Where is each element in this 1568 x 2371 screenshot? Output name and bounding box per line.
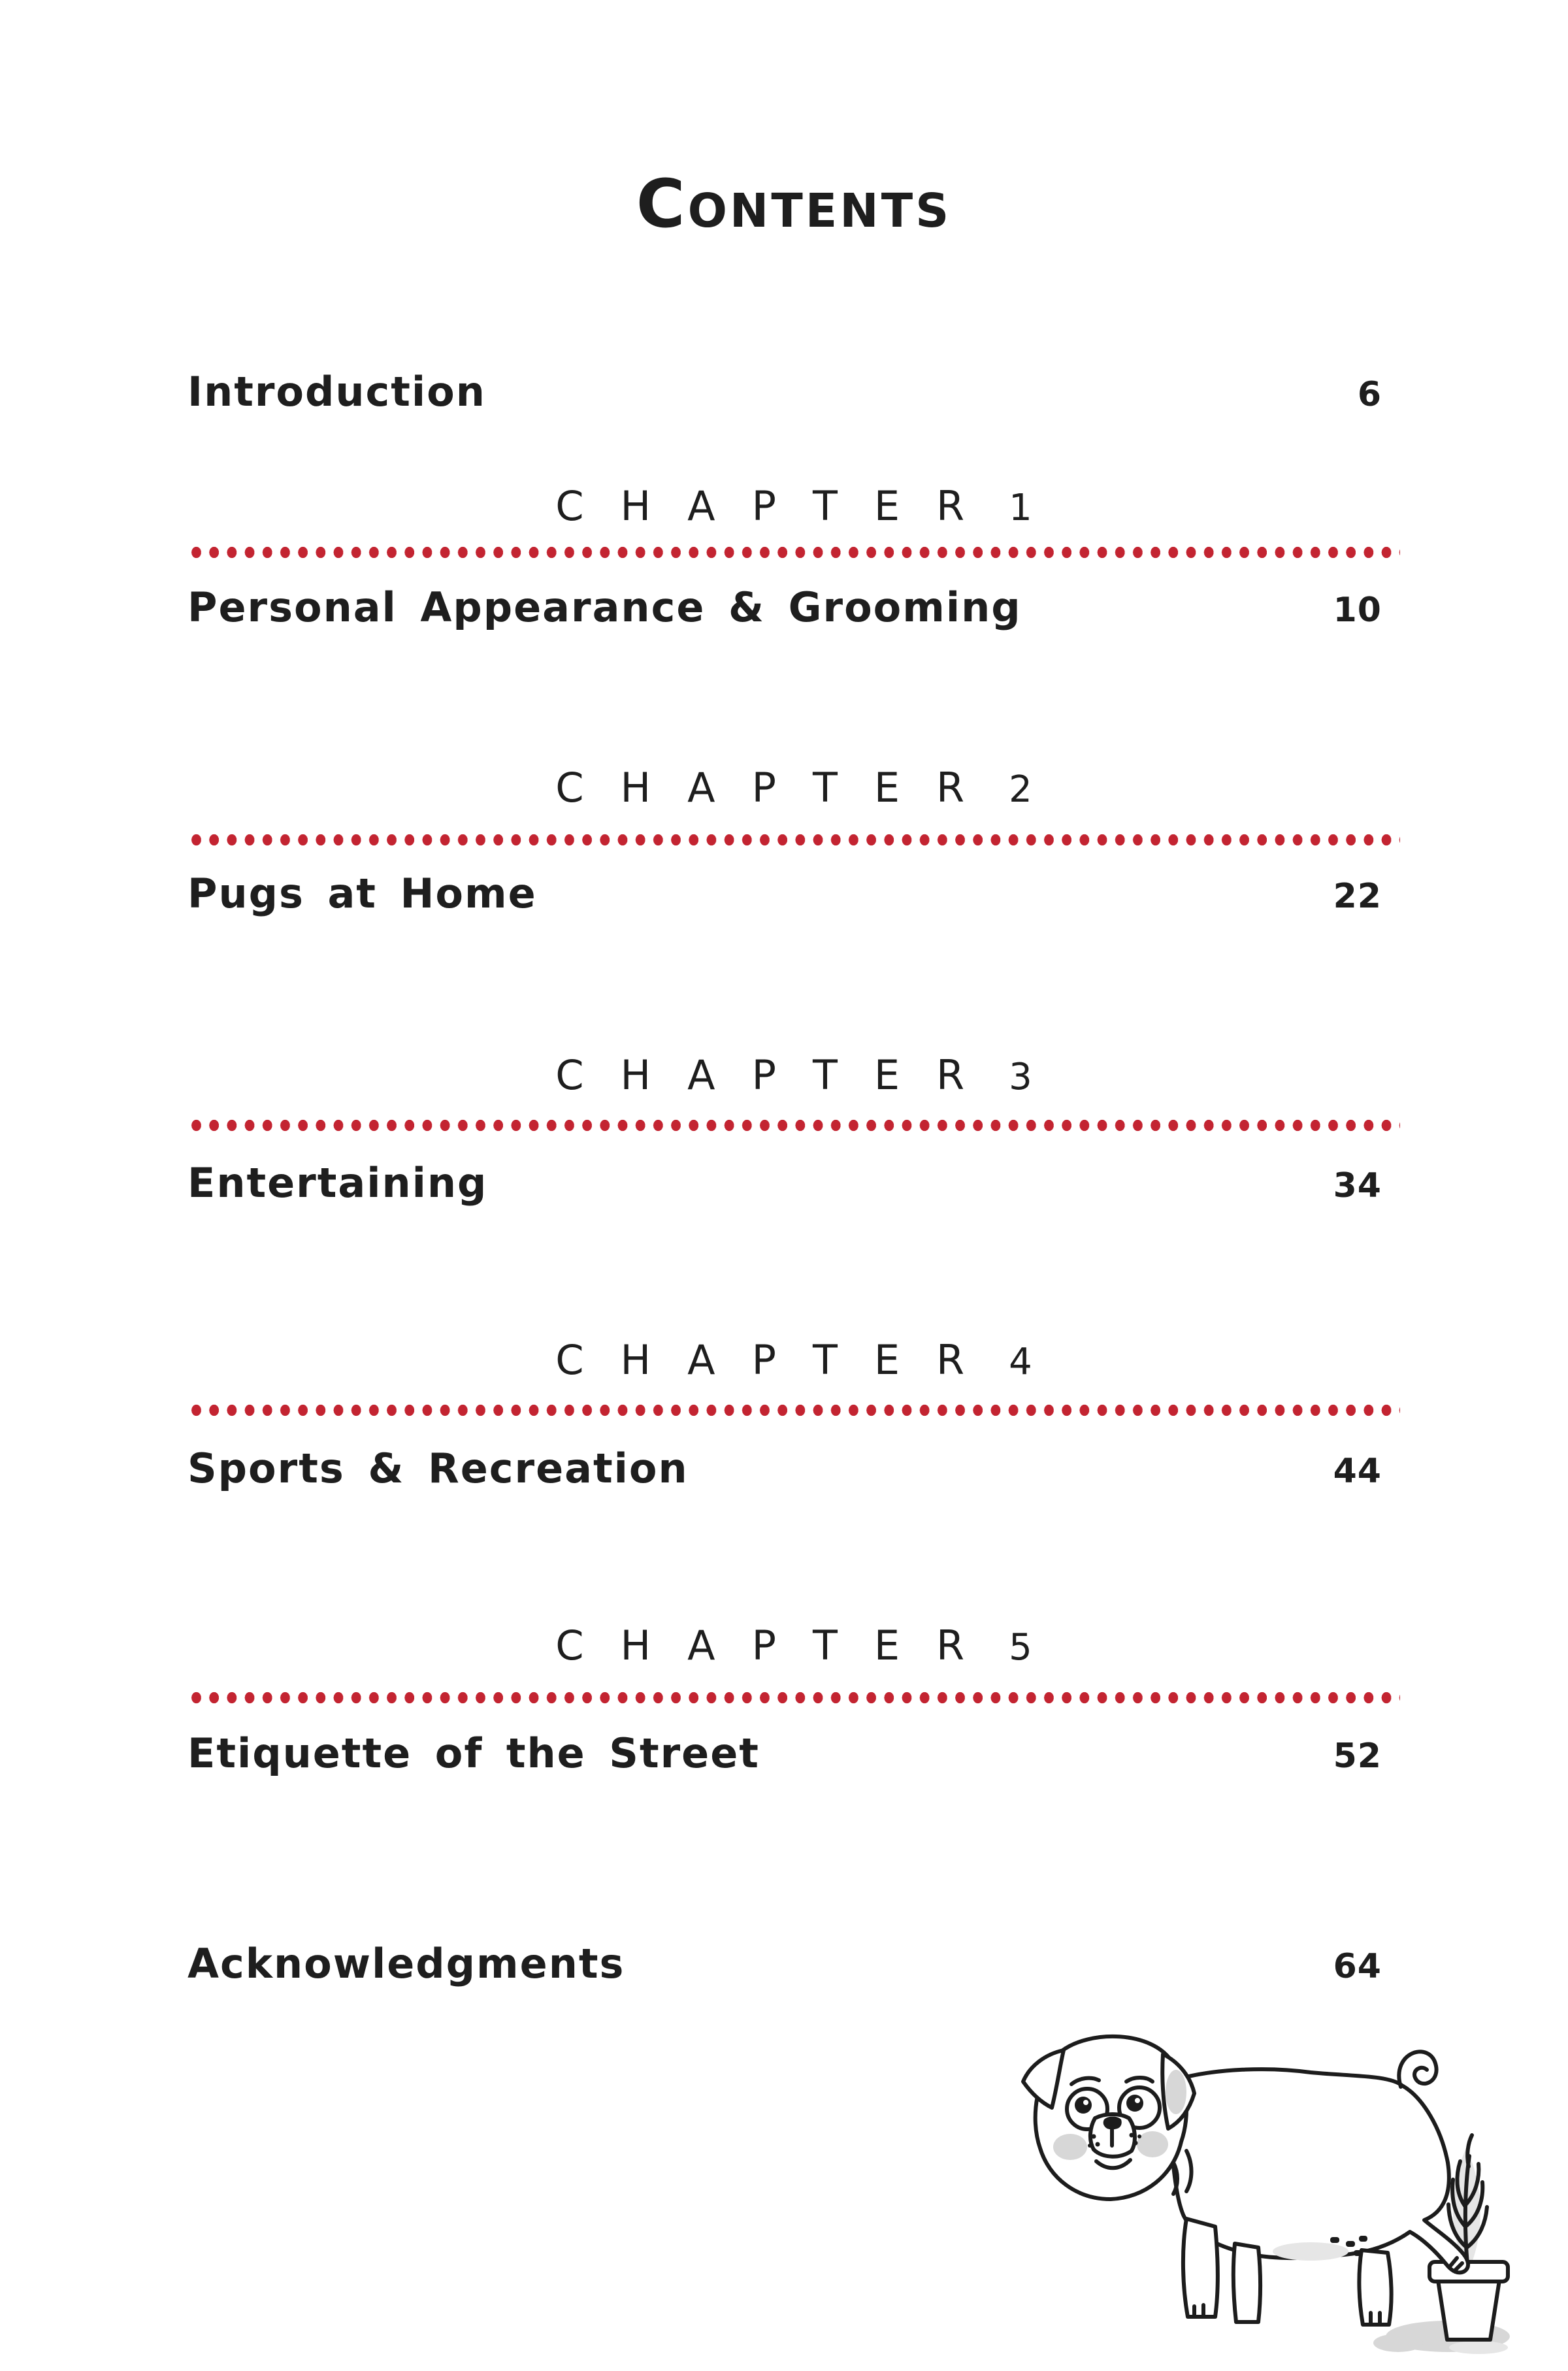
toc-entry-chapter-2 [188, 870, 1400, 917]
chapter-word: CHAPTER [555, 482, 1002, 530]
entry-title: Etiquette of the Street [188, 1729, 760, 1777]
chapter-number: 1 [1009, 487, 1032, 529]
entry-title: Introduction [188, 368, 486, 416]
dotted-divider [188, 1692, 1400, 1704]
page-number: 10 [1333, 591, 1382, 630]
dotted-divider [188, 1119, 1400, 1132]
page-number: 22 [1333, 877, 1382, 916]
page-number: 6 [1357, 375, 1382, 414]
chapter-heading-2 [188, 764, 1400, 811]
entry-title: Acknowledgments [188, 1940, 625, 1987]
page-number: 52 [1333, 1737, 1382, 1776]
dotted-divider [188, 834, 1400, 846]
chapter-heading-4 [188, 1336, 1400, 1384]
page-number: 64 [1333, 1947, 1382, 1986]
toc-entry-chapter-3 [188, 1159, 1400, 1207]
chapter-heading-3 [188, 1051, 1400, 1099]
page-number: 44 [1333, 1452, 1382, 1491]
chapter-number: 5 [1009, 1626, 1032, 1669]
pug-peeing-illustration [998, 2011, 1514, 2354]
dotted-divider [188, 1404, 1400, 1416]
chapter-word: CHAPTER [555, 1336, 1002, 1384]
dotted-divider [188, 546, 1400, 559]
entry-title: Sports & Recreation [188, 1445, 689, 1492]
chapter-word: CHAPTER [555, 1622, 1002, 1669]
chapter-heading-5 [188, 1622, 1400, 1669]
page-title: Contents [636, 165, 952, 243]
chapter-number: 2 [1009, 768, 1032, 811]
entry-title: Pugs at Home [188, 870, 537, 917]
entry-title: Personal Appearance & Grooming [188, 583, 1022, 631]
toc-entry-introduction [188, 368, 1400, 416]
entry-title: Entertaining [188, 1159, 488, 1207]
page-number: 34 [1333, 1166, 1382, 1205]
pug [1023, 2036, 1468, 2325]
chapter-word: CHAPTER [555, 1051, 1002, 1099]
toc-entry-chapter-4 [188, 1445, 1400, 1492]
toc-entry-acknowledgments [188, 1940, 1400, 1987]
chapter-number: 4 [1009, 1341, 1032, 1383]
chapter-word: CHAPTER [555, 764, 1002, 811]
toc-entry-chapter-5 [188, 1729, 1400, 1777]
chapter-number: 3 [1009, 1056, 1032, 1098]
chapter-heading-1 [188, 482, 1400, 530]
toc-entry-chapter-1 [188, 583, 1400, 631]
